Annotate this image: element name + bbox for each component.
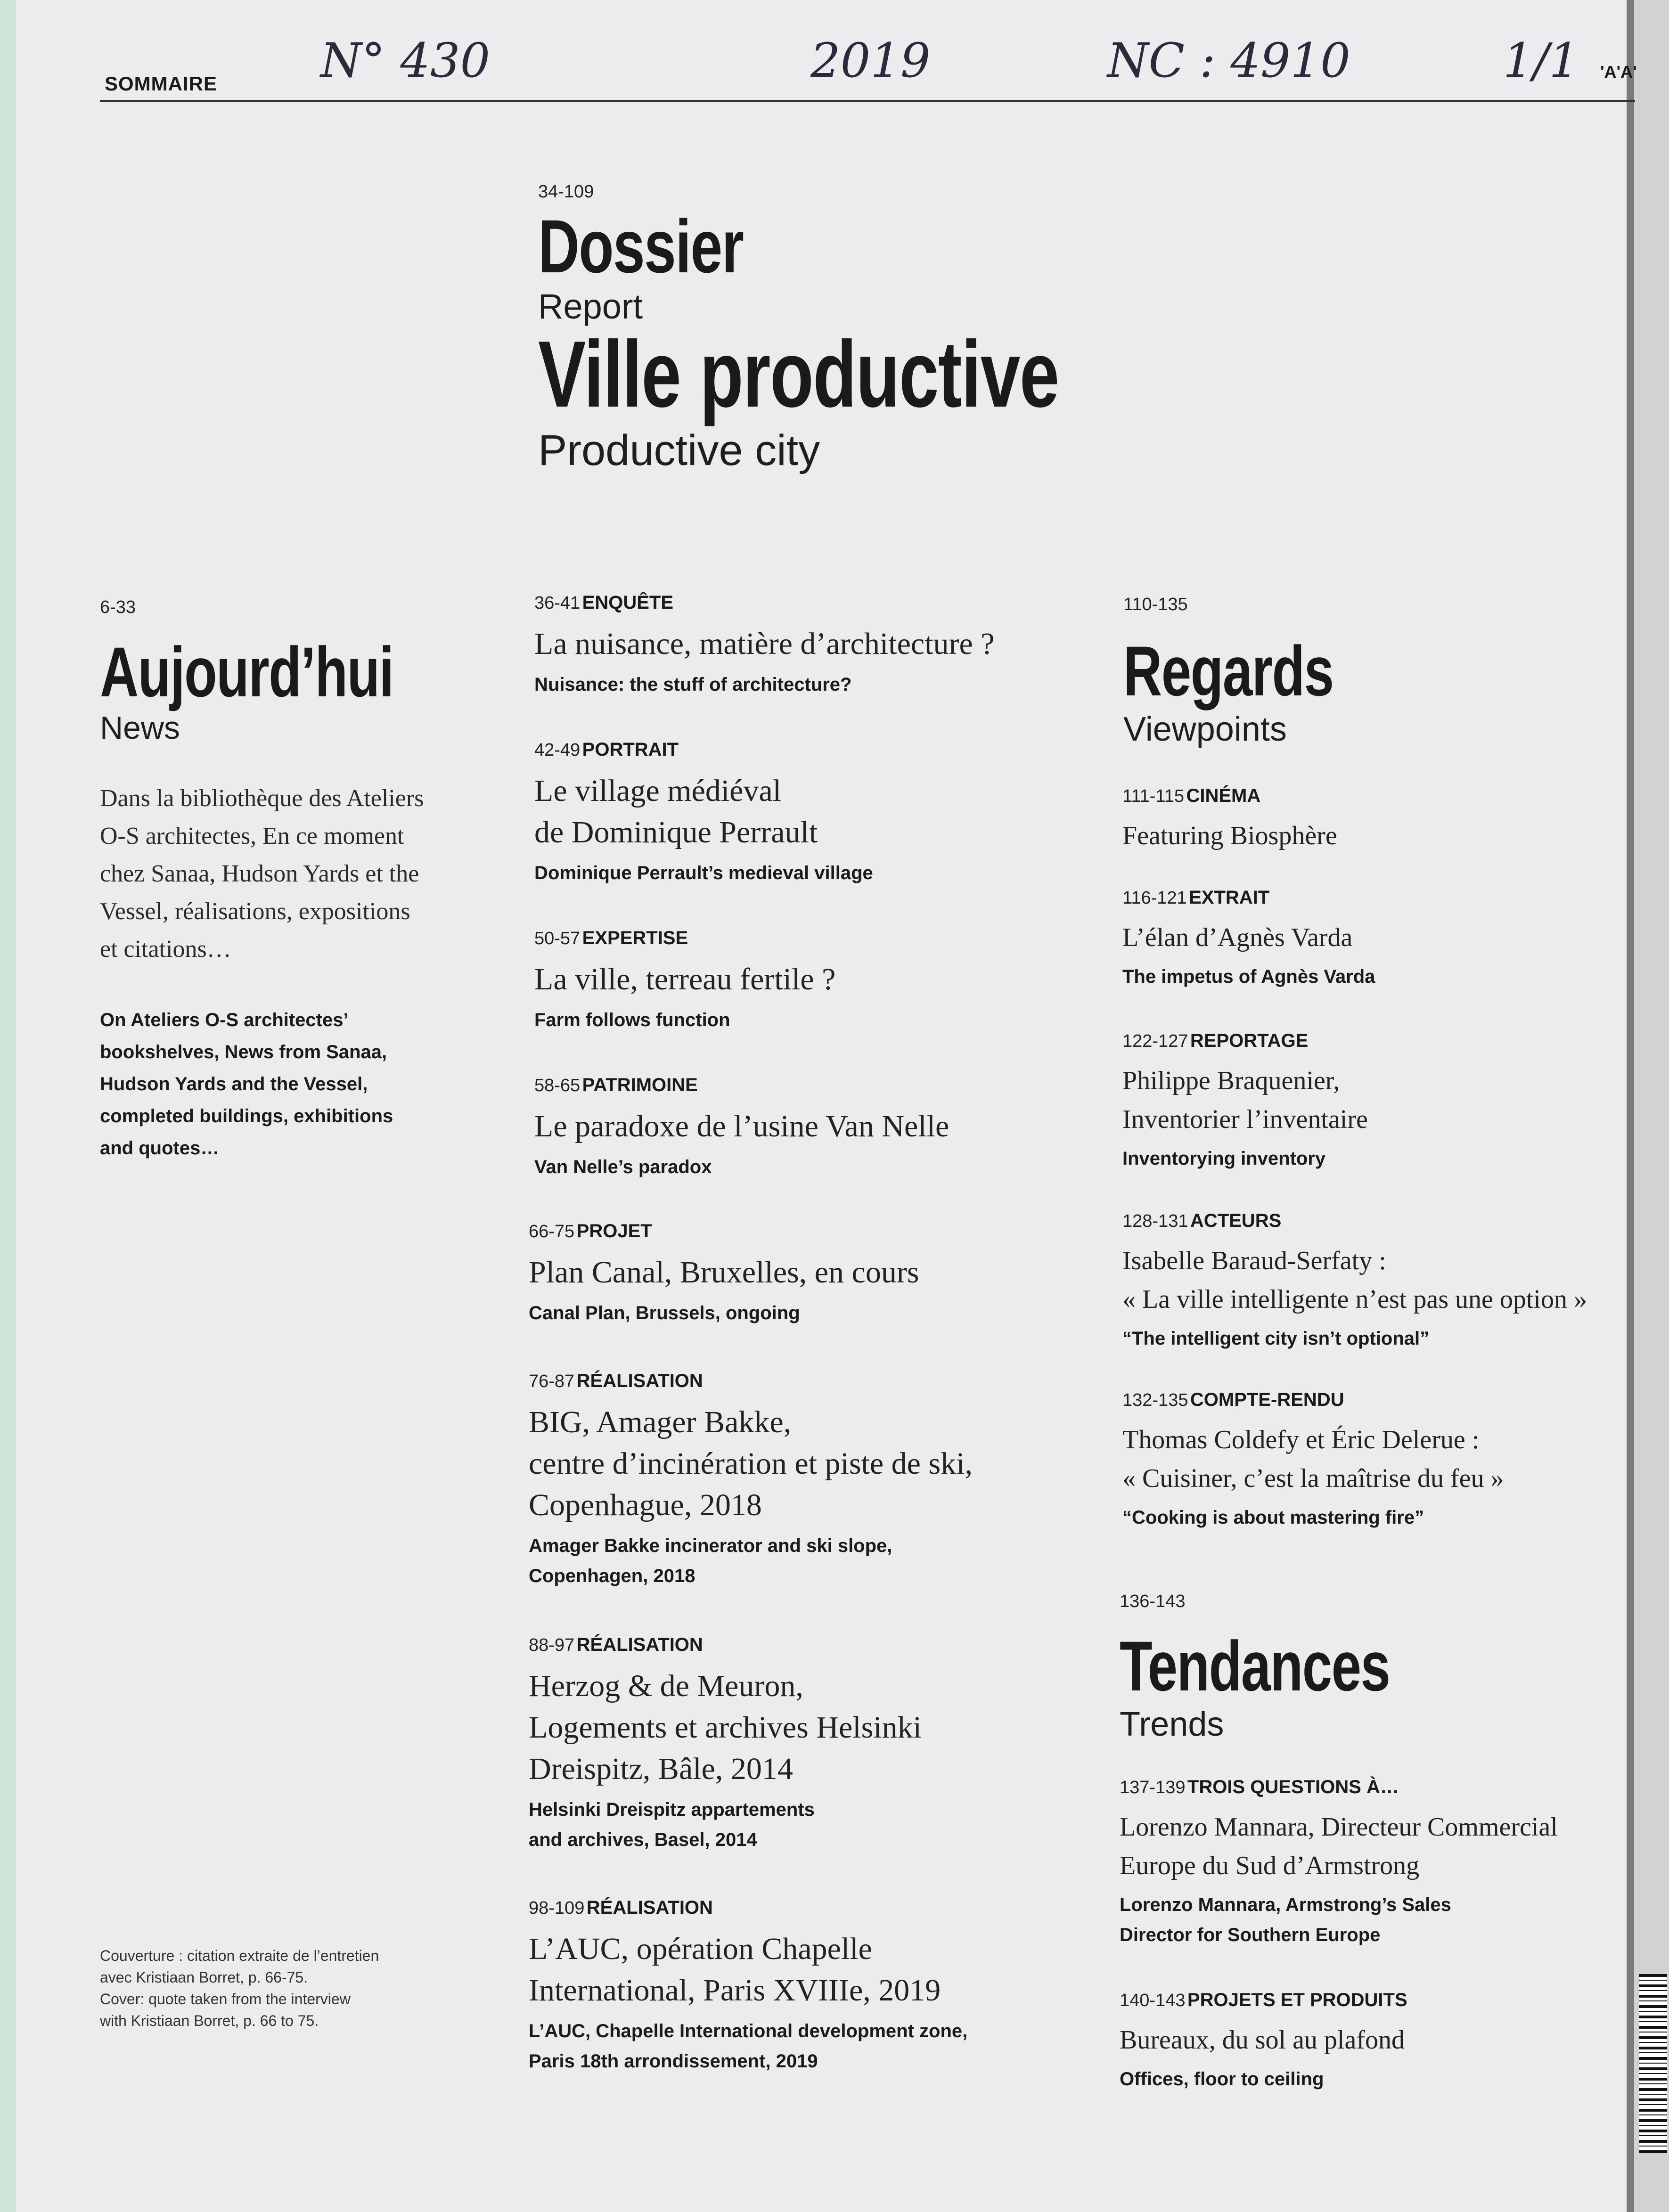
- left-page-edge: [0, 0, 16, 2212]
- dossier-item[interactable]: 98-109 RÉALISATION L’AUC, opération Chapelle International, Paris XVIIIe, 2019 L’AUC, Chapelle International development zone, Paris 18th arrondissement, 2019: [529, 1897, 968, 2072]
- dossier-item[interactable]: 58-65 PATRIMOINE Le paradoxe de l’usine Van Nelle Van Nelle’s paradox: [534, 1075, 949, 1177]
- handwritten-page: 1/1: [1503, 33, 1579, 88]
- cover-note: Couverture : citation extraite de l’entretien avec Kristiaan Borret, p. 66-75. Cover: quote taken from the interview with Kristiaan Borret, p. 66 to 75.: [100, 1947, 379, 2029]
- header-rule: [100, 100, 1635, 102]
- handwritten-year: 2019: [810, 33, 931, 88]
- dossier-item[interactable]: 42-49 PORTRAIT Le village médiéval de Dominique Perrault Dominique Perrault’s medieval village: [534, 739, 873, 883]
- edge-label: 'A'A': [1600, 62, 1637, 82]
- section-title: SOMMAIRE: [105, 73, 217, 95]
- regards-heading: 110-135 Regards Viewpoints: [1123, 595, 1334, 748]
- dossier-item[interactable]: 36-41 ENQUÊTE La nuisance, matière d’architecture ? Nuisance: the stuff of architecture?: [534, 592, 995, 695]
- news-desc-fr: Dans la bibliothèque des Ateliers O-S architectes, En ce moment chez Sanaa, Hudson Yards et the Vessel, réalisations, expositions et citations…: [100, 785, 424, 963]
- regards-item[interactable]: 132-135 COMPTE-RENDU Thomas Coldefy et Éric Delerue : « Cuisiner, c’est la maîtrise du feu » “Cooking is about mastering fire”: [1122, 1389, 1504, 1528]
- news-desc-en: On Ateliers O-S architectes’ bookshelves, News from Sanaa, Hudson Yards and the Vessel, completed buildings, exhibitions and quotes…: [100, 1010, 393, 1159]
- dossier-label: Dossier: [538, 204, 744, 288]
- regards-item[interactable]: 116-121 EXTRAIT L’élan d’Agnès Varda The impetus of Agnès Varda: [1122, 887, 1375, 987]
- barcode: [1639, 1974, 1667, 2153]
- news-label-en: News: [100, 710, 180, 746]
- news-label: Aujourd’hui: [100, 632, 393, 711]
- regards-item[interactable]: 122-127 REPORTAGE Philippe Braquenier, Inventorier l’inventaire Inventorying inventory: [1122, 1030, 1368, 1169]
- dossier-pages: 34-109: [538, 182, 594, 202]
- dossier-item[interactable]: 76-87 RÉALISATION BIG, Amager Bakke, centre d’incinération et piste de ski, Copenhague, 2018 Amager Bakke incinerator and ski slope, Copenhagen, 2018: [529, 1371, 973, 1586]
- tendances-item[interactable]: 140-143 PROJETS ET PRODUITS Bureaux, du sol au plafond Offices, floor to ceiling: [1120, 1990, 1407, 2090]
- regards-item[interactable]: 111-115 CINÉMA Featuring Biosphère: [1122, 785, 1337, 850]
- dossier-item[interactable]: 66-75 PROJET Plan Canal, Bruxelles, en cours Canal Plan, Brussels, ongoing: [529, 1221, 919, 1323]
- dossier-heading: [538, 182, 1223, 476]
- dossier-item[interactable]: 50-57 EXPERTISE La ville, terreau fertile ? Farm follows function: [534, 928, 836, 1030]
- dossier-label-en: Report: [538, 287, 643, 326]
- dossier-item[interactable]: 88-97 RÉALISATION Herzog & de Meuron, Logements et archives Helsinki Dreispitz, Bâle, 2014 Helsinki Dreispitz appartements and archives, Basel, 2014: [529, 1634, 922, 1850]
- dossier-theme-en: Productive city: [538, 426, 820, 474]
- regards-item[interactable]: 128-131 ACTEURS Isabelle Baraud-Serfaty : « La ville intelligente n’est pas une option » “The intelligent city isn’t optional”: [1122, 1210, 1587, 1349]
- news-pages: 6-33: [100, 597, 136, 617]
- tendances-item[interactable]: 137-139 TROIS QUESTIONS À… Lorenzo Mannara, Directeur Commercial Europe du Sud d’Armstrong Lorenzo Mannara, Armstrong’s Sales Director for Southern Europe: [1120, 1777, 1558, 1945]
- tendances-heading: 136-143 Tendances Trends: [1120, 1592, 1390, 1743]
- next-page-edge: [1634, 0, 1669, 2212]
- dossier-theme: Ville productive: [538, 322, 1059, 427]
- handwritten-nc: NC : 4910: [1107, 33, 1350, 88]
- news-section: [100, 597, 486, 1164]
- handwritten-issue: N° 430: [320, 33, 491, 88]
